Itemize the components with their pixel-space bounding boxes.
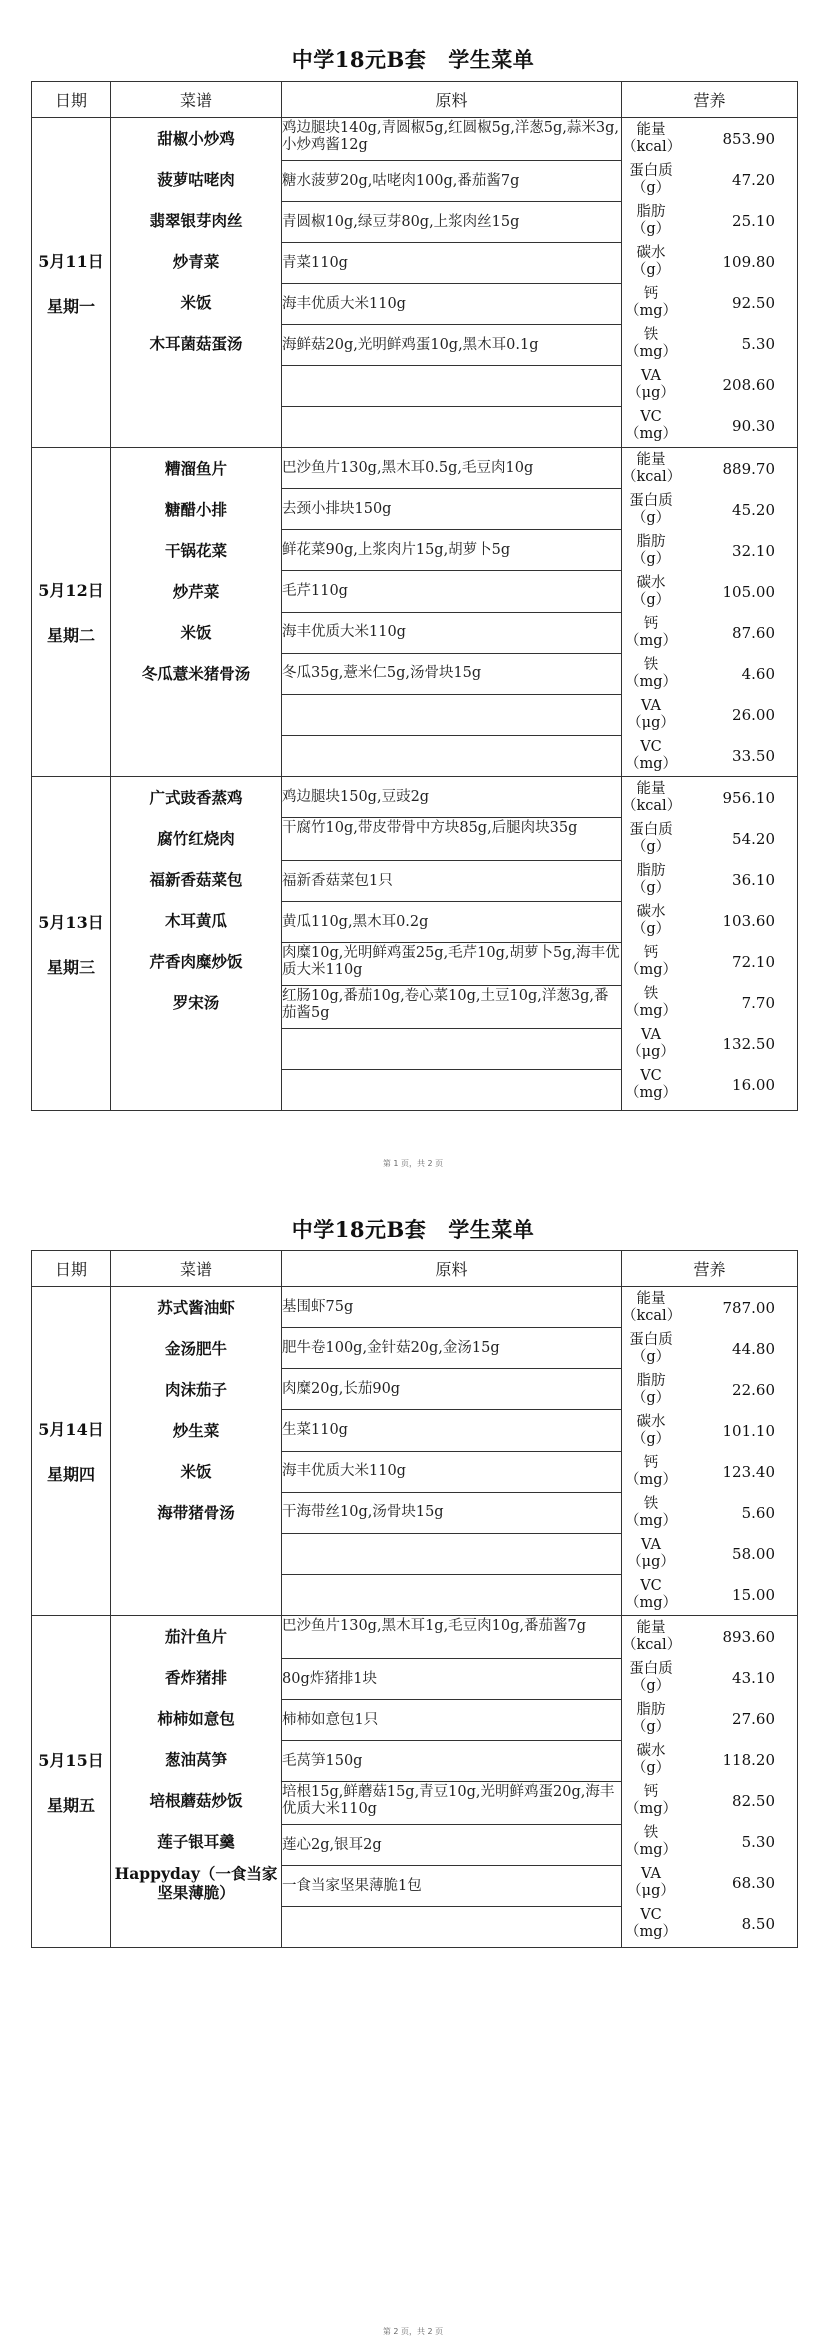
dish-name: 木耳菌菇蛋汤	[149, 334, 243, 353]
dish-name: 甜椒小炒鸡	[157, 129, 235, 148]
nutrition-item	[622, 118, 797, 159]
nutrient-name: 铁（mg）	[624, 326, 678, 360]
ingredient-cell: 巴沙鱼片130g,黑木耳1g,毛豆肉10g,番茄酱7g	[282, 1616, 622, 1659]
ingredient-cell: 青圆椒10g,绿豆芽80g,上浆肉丝15g	[282, 202, 622, 243]
nutrient-name: 铁（mg）	[624, 1824, 678, 1858]
nutrition-item	[622, 1287, 797, 1328]
ingredient-cell: 海鲜菇20g,光明鲜鸡蛋10g,黑木耳0.1g	[282, 325, 622, 366]
nutrient-name: VC（mg）	[624, 1577, 678, 1611]
nutrient-name: VA（μg）	[627, 367, 675, 401]
ingredient-cell	[282, 1907, 622, 1948]
header-row	[32, 82, 798, 118]
nutrient-value: 33.50	[732, 746, 775, 765]
nutrient-name: 能量（kcal）	[622, 121, 682, 155]
nutrition-item	[622, 1533, 797, 1574]
ingredient-cell: 海丰优质大米110g	[282, 284, 622, 325]
nutrient-value: 72.10	[732, 952, 775, 971]
nutrition-item	[622, 653, 797, 694]
nutrient-value: 4.60	[741, 664, 775, 683]
nutrition-item	[622, 405, 797, 446]
nutrient-value: 90.30	[732, 416, 775, 435]
day-row	[32, 777, 798, 818]
header-date: 日期	[32, 1251, 111, 1287]
header-nutrition: 营养	[622, 82, 798, 118]
weekday-label: 星期一	[46, 296, 95, 316]
ingredient-cell: 生菜110g	[282, 1410, 622, 1451]
nutrition-item	[622, 364, 797, 405]
nutrient-value: 82.50	[732, 1791, 775, 1810]
nutrient-value: 101.10	[722, 1421, 775, 1440]
nutrient-value: 58.00	[732, 1544, 775, 1563]
nutrition-item	[622, 818, 797, 859]
dish-name: 茄汁鱼片	[164, 1627, 227, 1646]
ingredient-cell	[282, 407, 622, 448]
nutrient-value: 44.80	[732, 1339, 775, 1358]
nutrition-cell	[622, 1616, 798, 1948]
nutrient-value: 92.50	[732, 293, 775, 312]
ingredient-cell: 鸡边腿块140g,青圆椒5g,红圆椒5g,洋葱5g,蒜米3g,小炒鸡酱12g	[282, 118, 622, 161]
nutrition-item	[622, 1903, 797, 1944]
date-label: 5月14日	[38, 1420, 104, 1439]
header-dishes: 菜谱	[111, 82, 282, 118]
ingredient-cell: 80g炸猪排1块	[282, 1659, 622, 1700]
nutrition-item	[622, 448, 797, 489]
dish-name: 福新香菇菜包	[149, 870, 243, 889]
nutrient-name: VA（μg）	[627, 1865, 675, 1899]
ingredient-cell: 培根15g,鲜蘑菇15g,青豆10g,光明鲜鸡蛋20g,海丰优质大米110g	[282, 1782, 622, 1825]
nutrition-cell	[622, 118, 798, 448]
ingredient-cell: 红肠10g,番茄10g,卷心菜10g,土豆10g,洋葱3g,番茄酱5g	[282, 986, 622, 1029]
dish-name: 炒芹菜	[172, 582, 220, 601]
dish-name: 米饭	[180, 623, 212, 642]
nutrient-name: VC（mg）	[624, 1067, 678, 1101]
nutrition-item	[622, 323, 797, 364]
ingredient-cell: 糖水菠萝20g,咕咾肉100g,番茄酱7g	[282, 161, 622, 202]
nutrient-value: 118.20	[722, 1750, 775, 1769]
nutrient-name: 蛋白质（g）	[629, 162, 673, 196]
nutrition-item	[622, 241, 797, 282]
nutrient-name: 脂肪（g）	[631, 533, 671, 567]
nutrition-item	[622, 735, 797, 776]
nutrient-value: 15.00	[732, 1585, 775, 1604]
dish-name: 菠萝咕咾肉	[157, 170, 235, 189]
ingredient-cell: 青菜110g	[282, 243, 622, 284]
nutrient-name: 钙（mg）	[624, 285, 678, 319]
nutrient-name: VC（mg）	[624, 408, 678, 442]
nutrition-item	[622, 1369, 797, 1410]
dish-name: 糖醋小排	[164, 500, 227, 519]
dish-name: 香炸猪排	[164, 1668, 227, 1687]
nutrient-name: 钙（mg）	[624, 1783, 678, 1817]
nutrient-value: 956.10	[722, 788, 775, 807]
dish-name: 培根蘑菇炒饭	[149, 1791, 243, 1810]
ingredient-cell: 干海带丝10g,汤骨块15g	[282, 1492, 622, 1533]
title-main: 中学18元B套	[291, 47, 427, 72]
nutrient-value: 103.60	[722, 911, 775, 930]
nutrition-item	[622, 1780, 797, 1821]
ingredient-cell	[282, 1029, 622, 1070]
dishes-cell	[111, 777, 282, 1111]
nutrition-item	[622, 1862, 797, 1903]
nutrient-value: 853.90	[722, 129, 775, 148]
ingredient-cell	[282, 1574, 622, 1615]
dish-name: 炒青菜	[172, 252, 220, 271]
nutrition-item	[622, 1410, 797, 1451]
nutrient-value: 43.10	[732, 1668, 775, 1687]
nutrient-name: 蛋白质（g）	[629, 821, 673, 855]
nutrient-value: 22.60	[732, 1380, 775, 1399]
nutrient-name: 碳水（g）	[631, 244, 671, 278]
dish-name: 干锅花菜	[164, 541, 227, 560]
nutrient-value: 26.00	[732, 705, 775, 724]
ingredient-cell: 去颈小排块150g	[282, 489, 622, 530]
ingredient-cell: 冬瓜35g,薏米仁5g,汤骨块15g	[282, 653, 622, 694]
ingredient-cell: 鸡边腿块150g,豆豉2g	[282, 777, 622, 818]
nutrient-value: 5.30	[741, 334, 775, 353]
ingredient-cell: 肉糜20g,长茄90g	[282, 1369, 622, 1410]
nutrient-value: 893.60	[722, 1627, 775, 1646]
nutrient-name: 铁（mg）	[624, 1495, 678, 1529]
nutrition-item	[622, 1657, 797, 1698]
nutrient-value: 36.10	[732, 870, 775, 889]
dish-name: 木耳黄瓜	[164, 911, 227, 930]
nutrition-item	[622, 1328, 797, 1369]
dishes-cell	[111, 1616, 282, 1948]
weekday-label: 星期三	[46, 957, 95, 977]
header-dishes: 菜谱	[111, 1251, 282, 1287]
dish-name: 冬瓜薏米猪骨汤	[141, 664, 251, 683]
nutrition-cell	[622, 1287, 798, 1616]
nutrient-name: 钙（mg）	[624, 1454, 678, 1488]
ingredient-cell: 肥牛卷100g,金针菇20g,金汤15g	[282, 1328, 622, 1369]
nutrient-value: 5.30	[741, 1832, 775, 1851]
page-title	[0, 44, 826, 74]
ingredient-cell: 毛莴笋150g	[282, 1741, 622, 1782]
dish-name: 肉沫茄子	[164, 1380, 227, 1399]
nutrient-value: 787.00	[722, 1298, 775, 1317]
ingredient-cell: 柿柿如意包1只	[282, 1700, 622, 1741]
date-label: 5月15日	[38, 1750, 104, 1770]
ingredient-cell: 莲心2g,银耳2g	[282, 1825, 622, 1866]
nutrient-name: 脂肪（g）	[631, 862, 671, 896]
nutrient-name: 能量（kcal）	[622, 451, 682, 485]
nutrient-value: 87.60	[732, 623, 775, 642]
nutrition-item	[622, 1574, 797, 1615]
dishes-cell	[111, 448, 282, 777]
nutrient-name: 蛋白质（g）	[629, 1660, 673, 1694]
nutrient-value: 16.00	[732, 1075, 775, 1094]
nutrition-item	[622, 1451, 797, 1492]
nutrition-item	[622, 1739, 797, 1780]
title-sub: 学生菜单	[448, 1217, 535, 1242]
nutrition-item	[622, 612, 797, 653]
nutrient-name: 碳水（g）	[631, 574, 671, 608]
title-main: 中学18元B套	[291, 1217, 427, 1242]
date-label: 5月11日	[38, 251, 104, 271]
header-ingredients: 原料	[282, 82, 622, 118]
nutrient-name: 钙（mg）	[624, 944, 678, 978]
nutrient-value: 45.20	[732, 500, 775, 519]
nutrient-value: 132.50	[722, 1034, 775, 1053]
nutrient-value: 889.70	[722, 459, 775, 478]
nutrition-item	[622, 859, 797, 900]
dishes-cell	[111, 1287, 282, 1616]
ingredient-cell: 黄瓜110g,黑木耳0.2g	[282, 902, 622, 943]
nutrient-name: 能量（kcal）	[622, 780, 682, 814]
nutrient-value: 7.70	[741, 993, 775, 1012]
nutrition-item	[622, 282, 797, 323]
day-row	[32, 118, 798, 161]
dish-name: 苏式酱油虾	[157, 1298, 235, 1317]
nutrient-name: 脂肪（g）	[631, 203, 671, 237]
nutrient-name: VA（μg）	[627, 1026, 675, 1060]
weekday-label: 星期四	[46, 1465, 95, 1484]
dish-name: 莲子银耳羹	[157, 1832, 235, 1851]
header-date: 日期	[32, 82, 111, 118]
header-row	[32, 1251, 798, 1287]
nutrient-name: VA（μg）	[627, 1536, 675, 1570]
weekday-label: 星期五	[46, 1795, 95, 1815]
dish-name: 炒生菜	[172, 1421, 220, 1440]
nutrient-name: 碳水（g）	[631, 1413, 671, 1447]
nutrient-name: 蛋白质（g）	[629, 492, 673, 526]
nutrient-name: 能量（kcal）	[622, 1290, 682, 1324]
dish-name: 翡翠银芽肉丝	[149, 211, 243, 230]
nutrient-name: 铁（mg）	[624, 985, 678, 1019]
nutrition-item	[622, 571, 797, 612]
date-cell	[32, 118, 111, 448]
ingredient-cell: 一食当家坚果薄脆1包	[282, 1866, 622, 1907]
nutrient-name: 碳水（g）	[631, 903, 671, 937]
dish-name: 罗宋汤	[172, 993, 220, 1012]
date-cell	[32, 777, 111, 1111]
header-nutrition: 营养	[622, 1251, 798, 1287]
ingredient-cell	[282, 366, 622, 407]
ingredient-cell: 肉糜10g,光明鲜鸡蛋25g,毛芹10g,胡萝卜5g,海丰优质大米110g	[282, 943, 622, 986]
nutrition-item	[622, 159, 797, 200]
nutrient-value: 32.10	[732, 541, 775, 560]
nutrient-value: 27.60	[732, 1709, 775, 1728]
nutrition-item	[622, 1023, 797, 1064]
day-row	[32, 1616, 798, 1659]
nutrient-value: 47.20	[732, 170, 775, 189]
dish-name: 海带猪骨汤	[157, 1503, 235, 1522]
nutrient-name: VA（μg）	[627, 697, 675, 731]
title-sub: 学生菜单	[448, 47, 535, 72]
nutrition-item	[622, 1064, 797, 1105]
dish-name: 柿柿如意包	[157, 1709, 235, 1728]
dish-name: 米饭	[180, 293, 212, 312]
ingredient-cell: 巴沙鱼片130g,黑木耳0.5g,毛豆肉10g	[282, 448, 622, 489]
nutrient-value: 8.50	[741, 1914, 775, 1933]
page-title	[0, 1214, 826, 1244]
nutrition-item	[622, 530, 797, 571]
dish-name: 米饭	[180, 1462, 212, 1481]
nutrient-name: VC（mg）	[624, 1906, 678, 1940]
nutrient-value: 5.60	[741, 1503, 775, 1522]
nutrition-cell	[622, 777, 798, 1111]
nutrition-item	[622, 777, 797, 818]
day-row	[32, 1287, 798, 1328]
nutrient-name: 蛋白质（g）	[629, 1331, 673, 1365]
ingredient-cell: 毛芹110g	[282, 571, 622, 612]
ingredient-cell	[282, 1070, 622, 1111]
date-label: 5月12日	[38, 581, 104, 600]
nutrient-value: 105.00	[722, 582, 775, 601]
dish-name: 广式豉香蒸鸡	[149, 788, 243, 807]
nutrition-item	[622, 1616, 797, 1657]
ingredient-cell: 福新香菇菜包1只	[282, 861, 622, 902]
nutrient-name: 碳水（g）	[631, 1742, 671, 1776]
dish-name: 芹香肉糜炒饭	[149, 952, 243, 971]
nutrition-item	[622, 1492, 797, 1533]
nutrition-item	[622, 982, 797, 1023]
nutrition-cell	[622, 448, 798, 777]
nutrition-item	[622, 489, 797, 530]
page-footer: 第 2 页，共 2 页	[382, 2327, 444, 2336]
dish-name: 糟溜鱼片	[164, 459, 227, 478]
dish-name: 腐竹红烧肉	[157, 829, 235, 848]
date-cell	[32, 448, 111, 777]
nutrient-name: VC（mg）	[624, 738, 678, 772]
nutrient-value: 25.10	[732, 211, 775, 230]
nutrient-value: 54.20	[732, 829, 775, 848]
dish-name: Happyday（一食当家坚果薄脆）	[114, 1863, 278, 1902]
nutrition-item	[622, 200, 797, 241]
dish-name: 金汤肥牛	[164, 1339, 227, 1358]
nutrient-name: 脂肪（g）	[631, 1372, 671, 1406]
nutrient-value: 208.60	[722, 375, 775, 394]
date-cell	[32, 1616, 111, 1948]
nutrient-name: 能量（kcal）	[622, 1619, 682, 1653]
day-row	[32, 448, 798, 489]
ingredient-cell: 海丰优质大米110g	[282, 1451, 622, 1492]
page-footer: 第 1 页，共 2 页	[382, 1159, 444, 1168]
nutrient-value: 68.30	[732, 1873, 775, 1892]
ingredient-cell: 鲜花菜90g,上浆肉片15g,胡萝卜5g	[282, 530, 622, 571]
nutrition-item	[622, 1821, 797, 1862]
ingredient-cell: 基围虾75g	[282, 1287, 622, 1328]
date-label: 5月13日	[38, 912, 104, 932]
nutrition-item	[622, 1698, 797, 1739]
nutrition-item	[622, 694, 797, 735]
weekday-label: 星期二	[46, 626, 95, 645]
nutrient-value: 109.80	[722, 252, 775, 271]
dish-name: 葱油莴笋	[164, 1750, 227, 1769]
nutrient-name: 铁（mg）	[624, 656, 678, 690]
nutrition-item	[622, 900, 797, 941]
nutrient-name: 脂肪（g）	[631, 1701, 671, 1735]
date-cell	[32, 1287, 111, 1616]
ingredient-cell	[282, 1533, 622, 1574]
ingredient-cell	[282, 735, 622, 776]
menu-table	[31, 81, 798, 1111]
ingredient-cell: 干腐竹10g,带皮带骨中方块85g,后腿肉块35g	[282, 818, 622, 861]
nutrient-name: 钙（mg）	[624, 615, 678, 649]
ingredient-cell: 海丰优质大米110g	[282, 612, 622, 653]
header-ingredients: 原料	[282, 1251, 622, 1287]
nutrient-value: 123.40	[722, 1462, 775, 1481]
dishes-cell	[111, 118, 282, 448]
nutrition-item	[622, 941, 797, 982]
menu-table	[31, 1250, 798, 1948]
ingredient-cell	[282, 694, 622, 735]
